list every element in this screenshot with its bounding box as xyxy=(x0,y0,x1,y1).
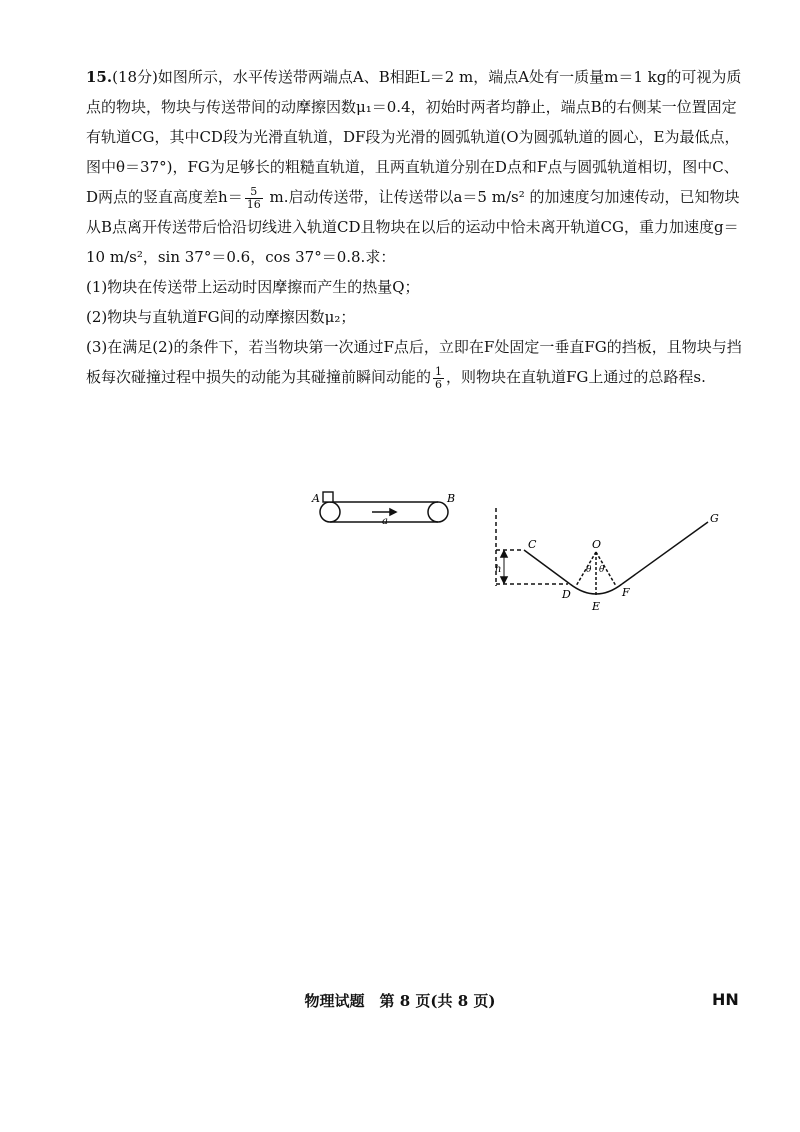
track-cg xyxy=(496,508,708,596)
problem-stem xyxy=(86,62,746,272)
loss-numerator: 1 xyxy=(435,364,443,378)
label-theta-right: θ xyxy=(599,565,605,575)
stem-text-2: m.启动传送带，让传送带以a＝5 m/s² 的加速度匀加速传动，已知物块从B点离开传送带后恰沿切线进入轨道CD且物块在以后的运动中恰未离开轨道CG，重力加速度g＝10 m/s²，sin 37°＝0.6，cos 37°＝0.8.求： xyxy=(86,188,740,266)
h-fraction xyxy=(245,186,263,211)
belt-pulley-left xyxy=(320,502,340,522)
label-D: D xyxy=(562,588,571,601)
label-C: C xyxy=(528,538,537,551)
question-number: 15. xyxy=(86,68,113,86)
h-numerator: 5 xyxy=(245,186,263,199)
label-theta-left: θ xyxy=(586,565,592,575)
h-denominator: 16 xyxy=(246,197,261,211)
loss-denominator: 6 xyxy=(435,377,443,391)
label-F: F xyxy=(622,586,630,599)
label-A: A xyxy=(312,492,320,505)
subquestion-3-text-1: (3)在满足(2)的条件下，若当物块第一次通过F点后，立即在F处固定一垂直FG的挡板，且物块与挡板每次碰撞过程中损失的动能为其碰撞前瞬间动能的 xyxy=(86,338,742,386)
straight-track-cd xyxy=(524,550,570,584)
page-footer: 物理试题 第 8 页(共 8 页) xyxy=(304,992,496,1010)
label-a: a xyxy=(382,516,388,527)
block xyxy=(323,492,333,502)
label-B: B xyxy=(447,492,456,505)
subquestion-3 xyxy=(86,332,746,392)
label-O: O xyxy=(592,538,602,551)
subquestion-3-text-2: ，则物块在直轨道FG上通过的总路程s. xyxy=(446,368,706,386)
height-arrowhead-top xyxy=(501,551,507,557)
acceleration-arrowhead xyxy=(390,509,396,515)
label-G: G xyxy=(710,512,719,525)
height-arrowhead-bottom xyxy=(501,577,507,583)
physics-figure xyxy=(300,488,740,618)
question-score: (18分) xyxy=(112,68,158,86)
problem-15 xyxy=(86,62,746,392)
subquestion-2: (2)物块与直轨道FG间的动摩擦因数μ₂； xyxy=(86,308,356,326)
stem-text-1: 如图所示，水平传送带两端点A、B相距L＝2 m，端点A处有一质量m＝1 kg的可视为质点的物块，物块与传送带间的动摩擦因数μ₁＝0.4，初始时两者均静止，端点B的右侧某一位置固定有轨道CG，其中CD段为光滑直轨道，DF段为光滑的圆弧轨道(O为圆弧轨道的圆心，E为最低点，图中θ＝37°)，FG为足够长的粗糙直轨道，且两直轨道分别在D点和F点与圆弧轨道相切，图中C、D两点的竖直高度差h＝ xyxy=(86,68,742,206)
label-h: h xyxy=(495,564,502,575)
straight-track-fg xyxy=(622,522,708,584)
label-E: E xyxy=(592,600,601,613)
subquestion-1: (1)物块在传送带上运动时因摩擦而产生的热量Q； xyxy=(86,278,420,296)
loss-fraction xyxy=(433,366,444,391)
belt-pulley-right xyxy=(428,502,448,522)
region-tag: HN xyxy=(712,990,739,1009)
